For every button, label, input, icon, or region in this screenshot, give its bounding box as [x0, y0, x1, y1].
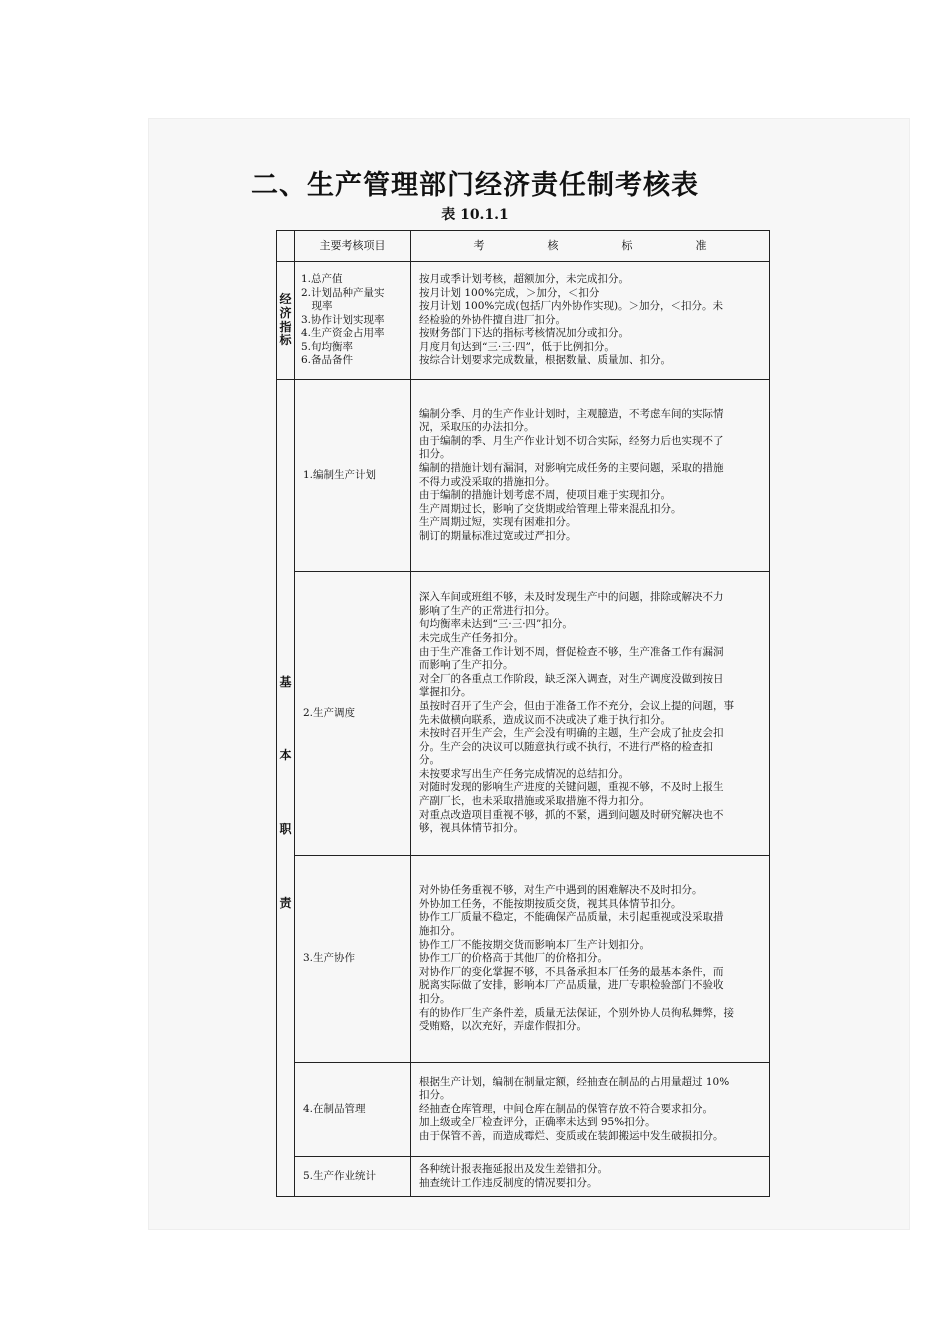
standard-line: 不得力或没采取的措施扣分。	[419, 475, 556, 488]
standard-line: 对全厂的各重点工作阶段，缺乏深入调查，对生产调度没做到按日	[419, 672, 724, 685]
standard-line: 协作工厂的价格高于其他厂的价格扣分。	[419, 952, 608, 965]
header-row	[277, 231, 770, 262]
standard-line: 产副厂长，也未采取措施或采取措施不得力扣分。	[419, 795, 650, 808]
standard-line: 协作工厂质量不稳定，不能确保产品质量，未引起重视或没采取措	[419, 911, 724, 924]
standard-line: 加上级或全厂检查评分，正确率未达到 95%扣分。	[419, 1116, 656, 1129]
standard-line: 够，视具体情节扣分。	[419, 822, 524, 835]
duty-row-wip	[277, 1063, 770, 1157]
duty-row-dispatch	[277, 572, 770, 856]
header-blank	[277, 231, 295, 262]
standard-line: 由于编制的措施计划考虑不周，使项目难于实现扣分。	[419, 489, 671, 502]
duty-item-plan: 1.编制生产计划	[295, 380, 411, 572]
standard-line: 外协加工任务，不能按期按质交货，视其具体情节扣分。	[419, 897, 682, 910]
standard-line: 扣分。	[419, 992, 451, 1005]
econ-row	[277, 262, 770, 380]
standard-line: 有的协作厂生产条件差，质量无法保证，个别外协人员徇私舞弊，接	[419, 1006, 734, 1019]
category-char: 指	[279, 319, 292, 334]
duty-standards-statistics	[411, 1157, 770, 1197]
standard-line: 施扣分。	[419, 925, 461, 938]
econ-standard-line: 按财务部门下达的指标考核情况加分或扣分。	[419, 327, 629, 340]
econ-item: 4.生产资金占用率	[301, 327, 385, 340]
standard-line: 编制的措施计划有漏洞，对影响完成任务的主要问题，采取的措施	[419, 461, 724, 474]
econ-standards	[411, 262, 770, 380]
category-char: 济	[279, 305, 292, 320]
category-economic	[277, 262, 295, 380]
header-standard: 考 核 标 准	[411, 231, 770, 262]
category-basic-duties	[277, 380, 295, 1197]
standard-line: 对随时发现的影响生产进度的关键问题，重视不够，不及时上报生	[419, 781, 724, 794]
standard-line: 未按时召开生产会，生产会没有明确的主题，生产会成了扯皮会扣	[419, 727, 724, 740]
table-label: 表 10.1.1	[441, 207, 509, 223]
category-char: 责	[279, 895, 292, 910]
standard-line: 先未做横向联系，造成议而不决或决了难于执行扣分。	[419, 713, 671, 726]
header-item: 主要考核项目	[295, 231, 411, 262]
duty-item-wip: 4.在制品管理	[295, 1063, 411, 1157]
standard-line: 分。	[419, 754, 440, 767]
duty-standards-dispatch	[411, 572, 770, 856]
standard-line: 而影响了生产扣分。	[419, 659, 514, 672]
standard-line: 受贿赂，以次充好，弄虚作假扣分。	[419, 1020, 587, 1033]
econ-standard-line: 经检验的外协件擅自进厂扣分。	[419, 313, 566, 326]
standard-line: 扣分。	[419, 1089, 451, 1102]
standard-line: 分。生产会的决议可以随意执行或不执行，不进行严格的检查扣	[419, 740, 713, 753]
econ-item: 5.旬均衡率	[301, 340, 354, 353]
standard-line: 制订的期量标准过宽或过严扣分。	[419, 529, 577, 542]
econ-standard-line: 按月计划 100%完成，＞加分，＜扣分	[419, 286, 600, 299]
standard-line: 各种统计报表拖延报出及发生差错扣分。	[419, 1162, 608, 1175]
category-char: 本	[279, 748, 292, 763]
standard-line: 由于编制的季、月生产作业计划不切合实际，经努力后也实现不了	[419, 434, 724, 447]
standard-line: 对重点改造项目重视不够，抓的不紧，遇到问题及时研究解决也不	[419, 808, 724, 821]
standard-line: 旬均衡率未达到“三·三·四”扣分。	[419, 618, 573, 631]
standard-line: 抽查统计工作违反制度的情况要扣分。	[419, 1176, 598, 1189]
econ-items	[295, 262, 411, 380]
duty-standards-plan	[411, 380, 770, 572]
standard-line: 根据生产计划，编制在制量定额，经抽查在制品的占用量超过 10%	[419, 1075, 730, 1088]
econ-standard-line: 按月或季计划考核，超额加分，未完成扣分。	[419, 272, 629, 285]
duty-standards-wip	[411, 1063, 770, 1157]
econ-standard-line: 月度月旬达到“三·三·四”，低于比例扣分。	[419, 340, 615, 353]
standard-line: 扣分。	[419, 448, 451, 461]
page-title: 二、生产管理部门经济责任制考核表	[251, 170, 699, 201]
standard-line: 协作工厂不能按期交货而影响本厂生产计划扣分。	[419, 938, 650, 951]
standard-line: 虽按时召开了生产会，但由于准备工作不充分，会议上提的问题，事	[419, 699, 734, 712]
standard-line: 经抽查仓库管理，中间仓库在制品的保管存放不符合要求扣分。	[419, 1102, 713, 1115]
standard-line: 深入车间或班组不够，未及时发现生产中的问题，排除或解决不力	[419, 591, 724, 604]
standard-line: 生产周期过短，实现有困难扣分。	[419, 516, 577, 529]
duty-standards-cooperation	[411, 856, 770, 1063]
duty-item-statistics: 5.生产作业统计	[295, 1157, 411, 1197]
category-char: 标	[279, 333, 292, 348]
econ-item: 2.计划品种产量实	[301, 286, 385, 299]
econ-item: 6.备品备件	[301, 354, 354, 367]
standard-line: 脱离实际做了安排，影响本厂产品质量，进厂专职检验部门不验收	[419, 979, 724, 992]
standard-line: 编制分季、月的生产作业计划时，主观臆造，不考虑车间的实际情	[419, 407, 724, 420]
econ-standard-line: 按综合计划要求完成数量，根据数量、质量加、扣分。	[419, 354, 671, 367]
standard-line: 由于生产准备工作计划不周，督促检查不够，生产准备工作有漏洞	[419, 645, 724, 658]
standard-line: 对协作厂的变化掌握不够，不具备承担本厂任务的最基本条件，而	[419, 965, 724, 978]
assessment-table	[276, 230, 770, 1197]
category-char: 基	[279, 674, 292, 689]
duty-row-cooperation	[277, 856, 770, 1063]
duty-item-cooperation: 3.生产协作	[295, 856, 411, 1063]
duty-row-statistics	[277, 1157, 770, 1197]
standard-line: 由于保管不善，而造成霉烂、变质或在装卸搬运中发生破损扣分。	[419, 1129, 724, 1142]
standard-line: 未按要求写出生产任务完成情况的总结扣分。	[419, 767, 629, 780]
duty-row-plan	[277, 380, 770, 572]
standard-line: 未完成生产任务扣分。	[419, 631, 524, 644]
standard-line: 生产周期过长，影响了交货期或给管理上带来混乱扣分。	[419, 502, 682, 515]
standard-line: 掌握扣分。	[419, 686, 472, 699]
standard-line: 对外协任务重视不够，对生产中遇到的困难解决不及时扣分。	[419, 884, 703, 897]
econ-item: 1.总产值	[301, 272, 343, 285]
econ-item: 现率	[301, 300, 333, 313]
standard-line: 影响了生产的正常进行扣分。	[419, 604, 556, 617]
category-char: 经	[279, 292, 292, 307]
standard-line: 况，采取压的办法扣分。	[419, 421, 535, 434]
duty-item-dispatch: 2.生产调度	[295, 572, 411, 856]
category-char: 职	[279, 822, 292, 836]
econ-item: 3.协作计划实现率	[301, 313, 385, 326]
econ-standard-line: 按月计划 100%完成(包括厂内外协作实现)。＞加分，＜扣分。未	[419, 300, 724, 313]
